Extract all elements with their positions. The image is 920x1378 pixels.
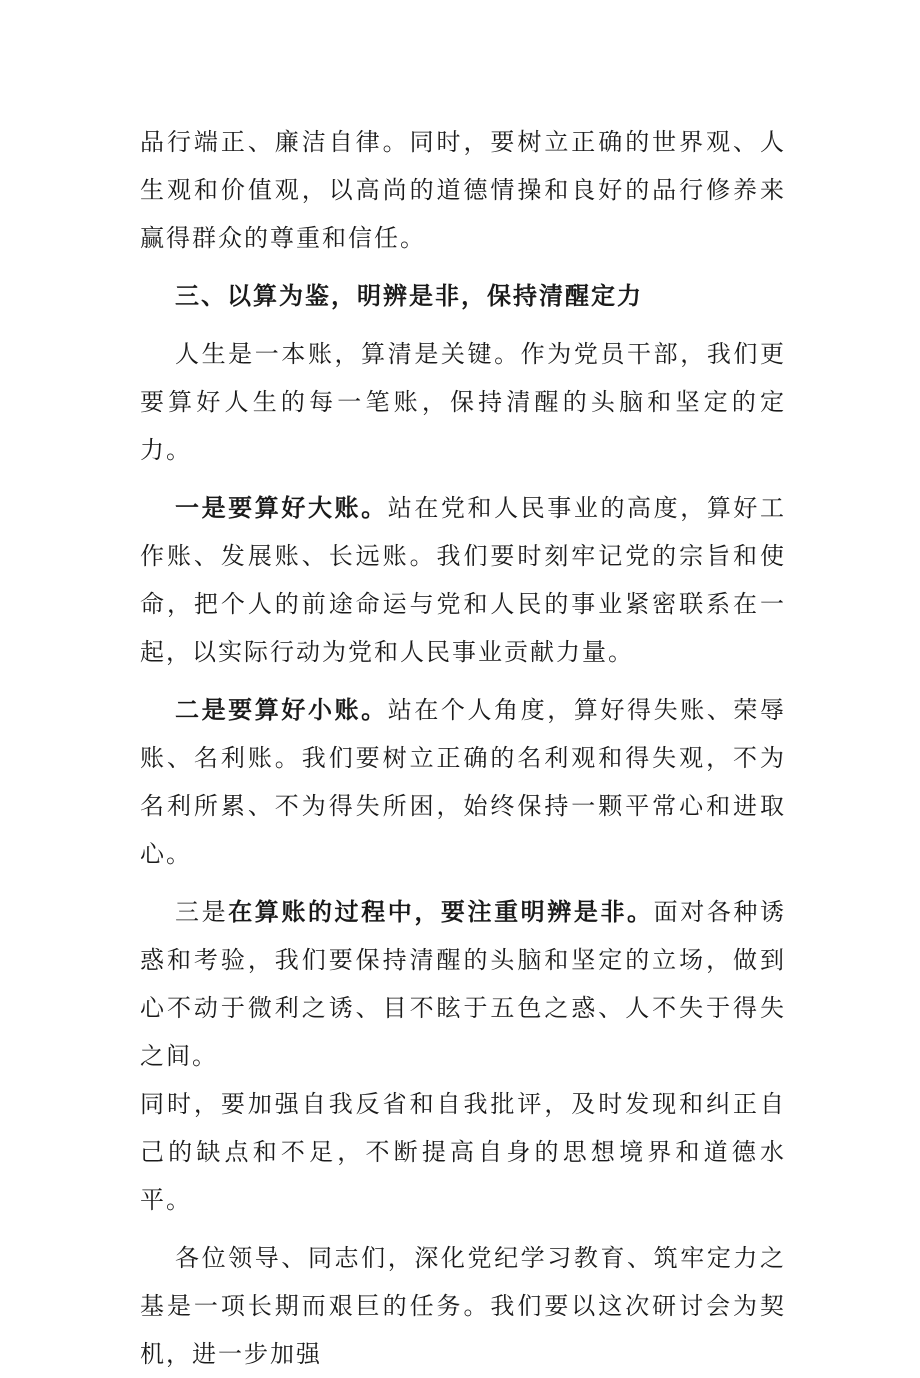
paragraph-text: 人生是一本账，算清是关键。作为党员干部，我们更要算好人生的每一笔账，保持清醒的头脑和坚定的定力。	[140, 340, 786, 464]
paragraph-6	[140, 1080, 786, 1224]
paragraph-text: 同时，要加强自我反省和自我批评，及时发现和纠正自己的缺点和不足，不断提高自身的思想境界和道德水平。	[140, 1090, 786, 1214]
paragraph-2	[140, 330, 786, 474]
paragraph-text: 各位领导、同志们，深化党纪学习教育、筑牢定力之基是一项长期而艰巨的任务。我们要以这次研讨会为契机，进一步加强	[140, 1244, 786, 1368]
section-heading-text: 三、以算为鉴，明辨是非，保持清醒定力	[175, 281, 643, 310]
paragraph-text: 品行端正、廉洁自律。同时，要树立正确的世界观、人生观和价值观，以高尚的道德情操和良好的品行修养来赢得群众的尊重和信任。	[140, 128, 786, 252]
paragraph-text: 面对各种诱惑和考验，我们要保持清醒的头脑和坚定的立场，做到心不动于微利之诱、目不眩于五色之惑、人不失于得失之间。	[140, 898, 787, 1070]
section-heading	[140, 272, 786, 320]
paragraph-lead: 在算账的过程中，要注重明辨是非。	[228, 897, 654, 926]
paragraph-5	[140, 888, 786, 1080]
paragraph-4	[140, 686, 786, 878]
paragraph-text: 站在个人角度，算好得失账、荣辱账、名利账。我们要树立正确的名利观和得失观，不为名利所累、不为得失所困，始终保持一颗平常心和进取心。	[140, 696, 787, 868]
paragraph-lead-plain: 三是	[175, 898, 229, 926]
paragraph-7	[140, 1234, 786, 1378]
paragraph-text: 站在党和人民事业的高度，算好工作账、发展账、长远账。我们要时刻牢记党的宗旨和使命，把个人的前途命运与党和人民的事业紧密联系在一起，以实际行动为党和人民事业贡献力量。	[140, 494, 787, 666]
paragraph-3	[140, 484, 786, 676]
document-body	[140, 118, 786, 1378]
paragraph-lead: 二是要算好小账。	[175, 695, 388, 724]
paragraph-1	[140, 118, 786, 262]
paragraph-lead: 一是要算好大账。	[175, 493, 388, 522]
